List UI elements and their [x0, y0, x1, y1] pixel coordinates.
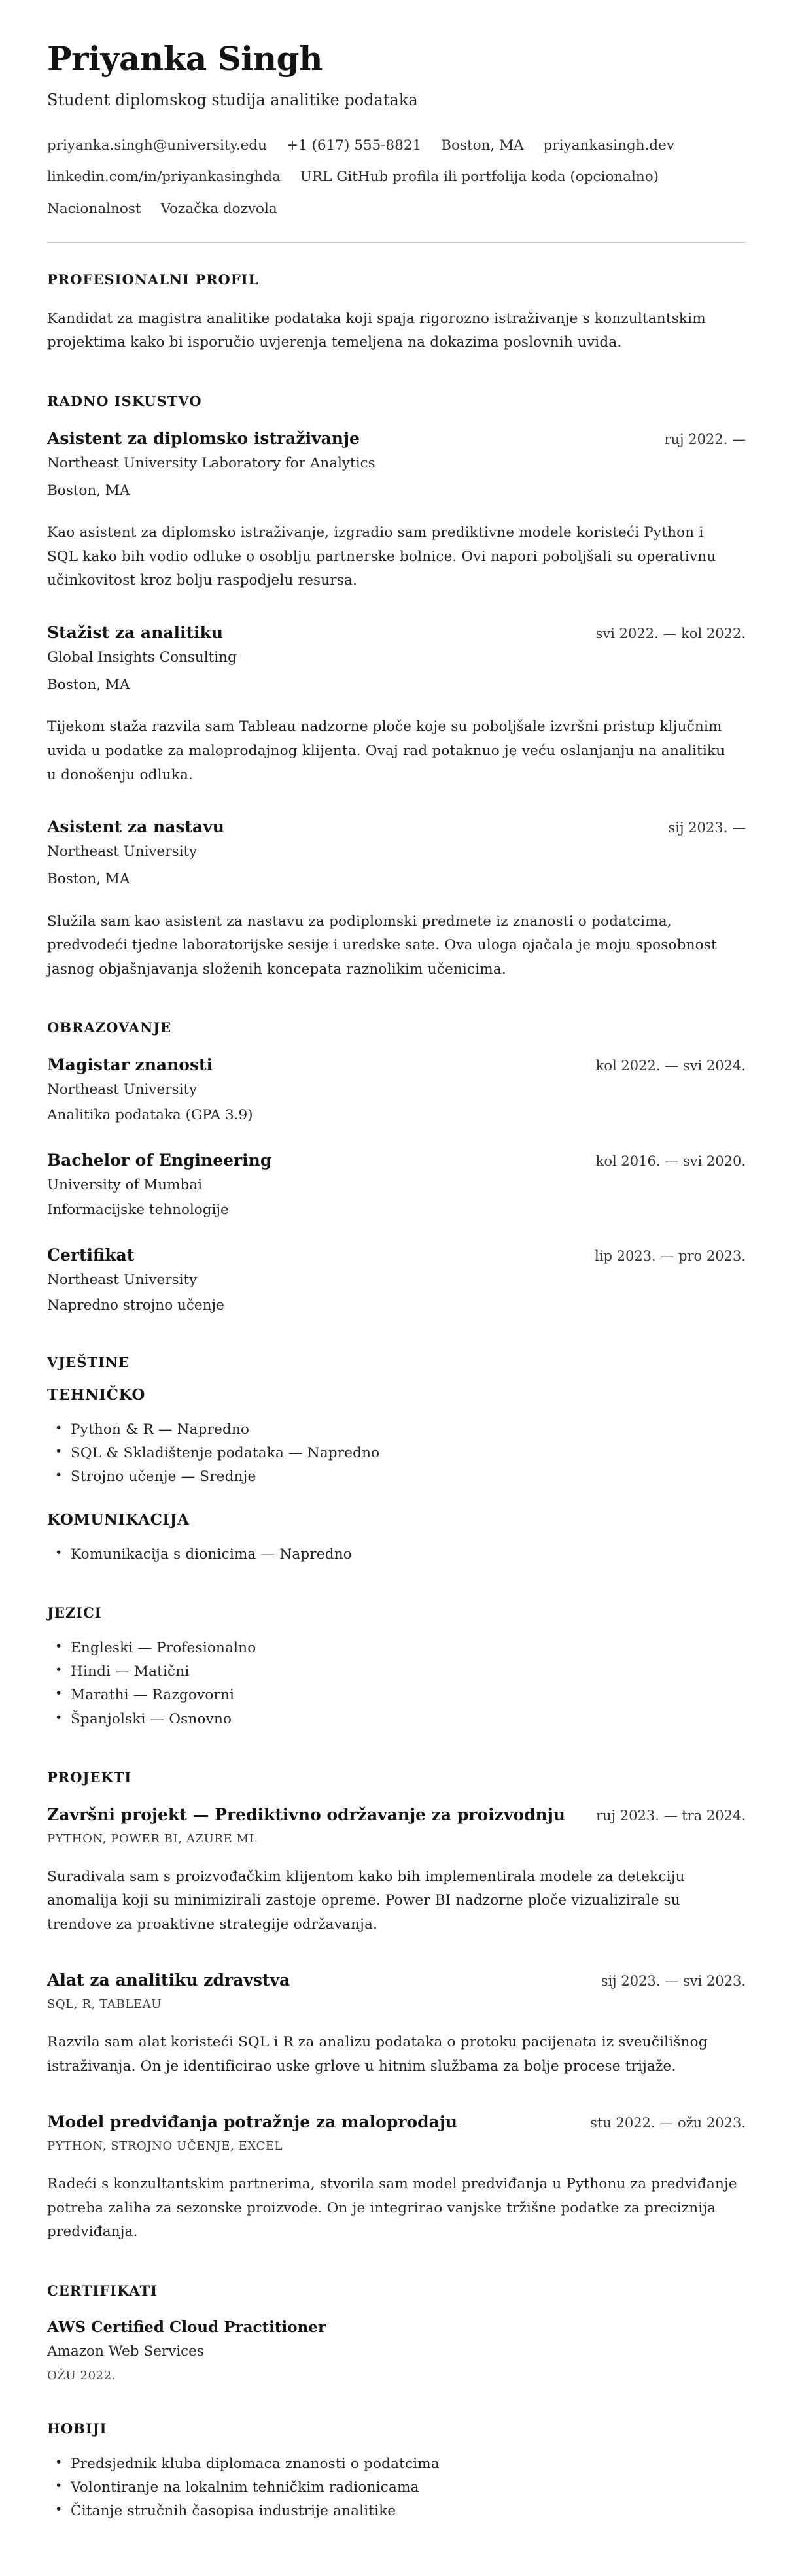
- phone-text: +1 (617) 555-8821: [287, 137, 422, 154]
- section-skills: [47, 1354, 746, 1567]
- job-dates: ruj 2022. —: [664, 431, 746, 447]
- section-languages: [47, 1604, 746, 1731]
- project-entry: [47, 2112, 746, 2245]
- skills-group-title: KOMUNIKACIJA: [47, 1511, 190, 1529]
- language-item: • Hindi — Matični: [47, 1660, 746, 1684]
- job-description: Kao asistent za diplomsko istraživanje, izgradio sam prediktivne modele koristeći Python i SQL kako bih vodio odluke o osoblju partnerske bolnice. Ovi napori poboljšali su operativnu učinkovitost kroz bolju raspodjelu resursa.: [47, 524, 716, 589]
- certificates-heading: CERTIFIKATI: [47, 2282, 158, 2299]
- section-hobbies: [47, 2420, 746, 2523]
- education-entry-head: [47, 1246, 746, 1264]
- hobby-item: • Čitanje stručnih časopisa industrije analitike: [47, 2500, 746, 2523]
- skills-group-title: TEHNIČKO: [47, 1385, 145, 1404]
- job-company: Global Insights Consulting: [47, 649, 237, 666]
- section-profile: [47, 271, 746, 355]
- job-title: Stažist za analitiku: [47, 622, 224, 642]
- section-projects: [47, 1769, 746, 2245]
- job-location: Boston, MA: [47, 677, 130, 694]
- education-field: Informacijske tehnologije: [47, 1202, 229, 1219]
- education-school: Northeast University: [47, 1081, 198, 1098]
- education-entry: [47, 1055, 746, 1126]
- project-description: Razvila sam alat koristeći SQL i R za analizu podataka o protoku pacijenata iz sveučilišnog istraživanja. On je identificirao uske grlove u hitnim službama za bolje procese trijaže.: [47, 2034, 708, 2075]
- job-location: Boston, MA: [47, 871, 130, 888]
- skills-list-communication: [47, 1543, 746, 1567]
- project-title: Završni projekt — Prediktivno održavanje za proizvodnju: [47, 1805, 565, 1824]
- projects-heading: PROJEKTI: [47, 1769, 132, 1786]
- education-heading: OBRAZOVANJE: [47, 1019, 172, 1036]
- certificate-entry: [47, 2318, 746, 2382]
- skill-item: • SQL & Skladištenje podataka — Napredno: [47, 1442, 746, 1465]
- certificate-org: Amazon Web Services: [47, 2343, 204, 2360]
- github-placeholder-text: URL GitHub profila ili portfolija koda (opcionalno): [300, 169, 659, 186]
- job-title: Asistent za diplomsko istraživanje: [47, 428, 360, 448]
- education-title: Certifikat: [47, 1246, 135, 1265]
- education-entry-head: [47, 1151, 746, 1170]
- section-experience: [47, 393, 746, 981]
- job-entry: [47, 817, 746, 981]
- education-entry: [47, 1151, 746, 1221]
- project-dates: ruj 2023. — tra 2024.: [595, 1807, 746, 1823]
- education-title: Bachelor of Engineering: [47, 1150, 272, 1170]
- language-item: • Engleski — Profesionalno: [47, 1636, 746, 1660]
- header: [47, 39, 746, 220]
- education-dates: kol 2016. — svi 2020.: [595, 1153, 746, 1169]
- job-company: Northeast University: [47, 843, 198, 860]
- job-title: Asistent za nastavu: [47, 817, 224, 837]
- job-entry-head: [47, 623, 746, 642]
- candidate-name: Priyanka Singh: [47, 39, 323, 78]
- education-dates: kol 2022. — svi 2024.: [595, 1058, 746, 1074]
- job-description: Služila sam kao asistent za nastavu za podiplomski predmete iz znanosti o podatcima, predvodeći tjedne laboratorijske sesije i uredske sate. Ova uloga ojačala je moju sposobnost jasnog objašnjavanja složenih koncepata raznolikim učenicima.: [47, 913, 717, 977]
- candidate-headline: Student diplomskog studija analitike podataka: [47, 91, 418, 109]
- language-item: • Marathi — Razgovorni: [47, 1684, 746, 1707]
- project-tags: PYTHON, STROJNO UČENJE, EXCEL: [47, 2139, 283, 2154]
- location-text: Boston, MA: [441, 137, 524, 154]
- job-entry-head: [47, 817, 746, 836]
- contact-row-2: [47, 167, 746, 188]
- skills-heading: VJEŠTINE: [47, 1353, 130, 1370]
- project-description: Radeći s konzultantskim partnerima, stvorila sam model predviđanja u Pythonu za predviđanje potreba zaliha za sezonske proizvode. On je integrirao vanjske tržišne podatke za preciznija predviđanja.: [47, 2176, 737, 2241]
- education-school: Northeast University: [47, 1272, 198, 1289]
- job-entry: [47, 429, 746, 593]
- project-entry-head: [47, 1805, 746, 1824]
- languages-heading: JEZICI: [47, 1604, 102, 1621]
- hobby-item: • Predsjednik kluba diplomaca znanosti o podatcima: [47, 2452, 746, 2476]
- education-dates: lip 2023. — pro 2023.: [595, 1248, 746, 1264]
- job-company: Northeast University Laboratory for Analytics: [47, 454, 375, 471]
- website-text: priyankasingh.dev: [543, 137, 675, 154]
- education-entry: [47, 1246, 746, 1316]
- job-entry: [47, 623, 746, 787]
- education-title: Magistar znanosti: [47, 1055, 213, 1075]
- job-description: Tijekom staža razvila sam Tableau nadzorne ploče koje su poboljšale izvršni pristup ključnim uvida u podatke za maloprodajnog klijenta. Ovaj rad potaknuo je veću oslanjanju na analitiku u donošenju odluka.: [47, 719, 725, 783]
- education-entry-head: [47, 1055, 746, 1074]
- job-dates: svi 2022. — kol 2022.: [595, 625, 746, 641]
- linkedin-text: linkedin.com/in/priyankasinghda: [47, 169, 281, 186]
- job-entry-head: [47, 429, 746, 448]
- education-school: University of Mumbai: [47, 1176, 202, 1193]
- project-entry: [47, 1805, 746, 1937]
- project-title: Model predviđanja potražnje za maloprodaju: [47, 2112, 458, 2132]
- project-description: Suradivala sam s proizvođačkim klijentom kako bih implementirala modele za detekciju anomalija koji su minimizirali zastoje opreme. Power BI nadzorne ploče vizualizirale su trendove za proaktivne strategije održavanja.: [47, 1868, 685, 1933]
- hobbies-list: [47, 2452, 746, 2523]
- section-certificates: [47, 2282, 746, 2382]
- drivers-license-label: Vozačka dozvola: [160, 200, 277, 217]
- contact-row-3: [47, 199, 746, 220]
- skill-item: • Strojno učenje — Srednje: [47, 1465, 746, 1489]
- education-field: Napredno strojno učenje: [47, 1296, 224, 1313]
- project-dates: sij 2023. — svi 2023.: [601, 1973, 746, 1990]
- nationality-label: Nacionalnost: [47, 200, 141, 217]
- project-entry-head: [47, 2112, 746, 2131]
- languages-list: [47, 1636, 746, 1731]
- certificate-date: OŽU 2022.: [47, 2369, 116, 2383]
- job-dates: sij 2023. —: [668, 820, 746, 836]
- project-title: Alat za analitiku zdravstva: [47, 1971, 290, 1990]
- contact-row-1: [47, 135, 746, 156]
- language-item: • Španjolski — Osnovno: [47, 1708, 746, 1731]
- certificate-title: AWS Certified Cloud Practitioner: [47, 2318, 326, 2337]
- skills-list-technical: [47, 1418, 746, 1489]
- section-education: [47, 1019, 746, 1316]
- profile-heading: PROFESIONALNI PROFIL: [47, 271, 259, 288]
- project-entry: [47, 1971, 746, 2078]
- education-field: Analitika podataka (GPA 3.9): [47, 1106, 253, 1123]
- experience-heading: RADNO ISKUSTVO: [47, 392, 202, 409]
- project-dates: stu 2022. — ožu 2023.: [590, 2115, 746, 2131]
- skill-item: • Python & R — Napredno: [47, 1418, 746, 1442]
- hobby-item: • Volontiranje na lokalnim tehničkim radionicama: [47, 2476, 746, 2500]
- hobbies-heading: HOBIJI: [47, 2420, 107, 2437]
- project-entry-head: [47, 1971, 746, 1990]
- skill-item: • Komunikacija s dionicima — Napredno: [47, 1543, 746, 1567]
- project-tags: SQL, R, TABLEAU: [47, 1997, 162, 2012]
- profile-text: Kandidat za magistra analitike podataka koji spaja rigorozno istraživanje s konzultantskim projektima kako bi isporučio uvjerenja temeljena na dokazima poslovnih uvida.: [47, 310, 706, 351]
- project-tags: PYTHON, POWER BI, AZURE ML: [47, 1831, 258, 1846]
- email-text: priyanka.singh@university.edu: [47, 137, 268, 154]
- job-location: Boston, MA: [47, 483, 130, 500]
- divider: [47, 242, 746, 243]
